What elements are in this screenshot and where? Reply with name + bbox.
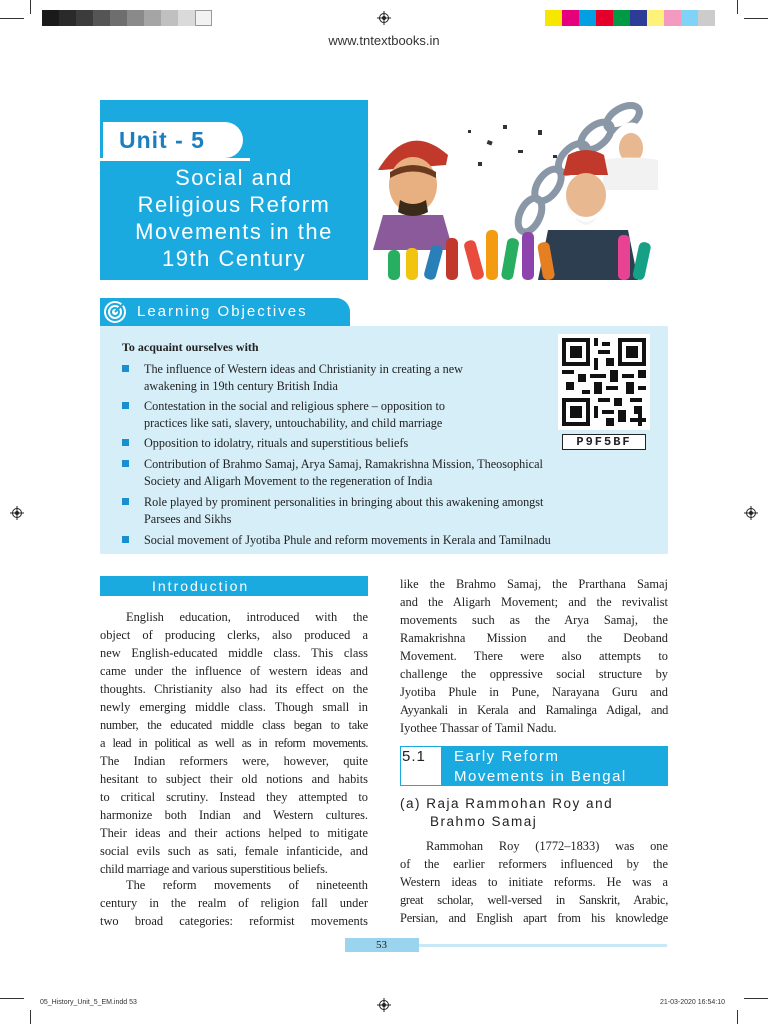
text-line: newly emerging middle class. Though small in [100, 700, 368, 714]
introduction-paragraph-1 [100, 608, 368, 878]
text-line: harmonize both Indian and Western cultures. [100, 808, 368, 822]
objectives-intro: To acquaint ourselves with [122, 340, 259, 354]
unit-underline [100, 158, 250, 161]
section-number: 5.1 [402, 748, 426, 765]
objective-line: Contribution of Brahmo Samaj, Arya Samaj, Ramakrishna Mission, Theosophical [144, 457, 543, 471]
text-line: The Indian reformers were, however, quite [100, 754, 368, 768]
section-title-line: Early Reform [454, 748, 560, 765]
text-line: The reform movements of nineteenth [126, 878, 368, 892]
unit-title-line: Movements in the [135, 219, 333, 244]
text-line: movements such as the Arya Samaj, the [400, 613, 668, 627]
text-line: new English-educated middle class. This class [100, 646, 368, 660]
text-line: a lead in political as well as in reform movements. [100, 736, 368, 750]
objective-line: Opposition to idolatry, rituals and superstitious beliefs [144, 436, 409, 450]
text-line: of the earlier reformers influenced by the [400, 857, 668, 871]
text-line: century in the realm of religion fall under [100, 896, 368, 910]
text-line: challenge the oppressive social structure by [400, 667, 668, 681]
bullet-square-icon [122, 460, 129, 467]
text-line: and the Aligarh Movement; and the revivalist [400, 595, 668, 609]
text-line: Iyothee Thassar of Tamil Nadu. [400, 721, 557, 735]
text-line: to critical scrutiny. Instead they attempted to [100, 790, 368, 804]
text-line: came under the influence of western ideas and [100, 664, 368, 678]
text-line: thoughts. Christianity also had its effect on the [100, 682, 368, 696]
text-line: social evils such as sati, female infanticide, and [100, 844, 368, 858]
bullet-square-icon [122, 498, 129, 505]
objective-line: Social movement of Jyotiba Phule and reform movements in Kerala and Tamilnadu [144, 533, 551, 547]
section-title [454, 747, 627, 787]
registration-mark-icon [744, 506, 758, 520]
text-line: like the Brahmo Samaj, the Prarthana Samaj [400, 577, 668, 591]
text-line: Jyotiba Phule in Pune, Narayana Guru and [400, 685, 668, 699]
reformer-portrait-1 [373, 141, 453, 250]
target-icon [103, 300, 127, 324]
qr-code-label: P9F5BF [562, 434, 646, 450]
section-title-line: Movements in Bengal [454, 768, 627, 785]
rammohan-roy-paragraph [400, 837, 668, 927]
bullet-square-icon [122, 439, 129, 446]
registration-mark-icon [377, 11, 391, 25]
text-line: Rammohan Roy (1772–1833) was one [426, 839, 668, 853]
objective-line: awakening in 19th century British India [144, 379, 338, 393]
subsection-heading-line: Brahmo Samaj [430, 814, 538, 829]
objective-line: practices like sati, slavery, untouchability, and child marriage [144, 416, 443, 430]
unit-title-line: 19th Century [162, 246, 306, 271]
unit-label: Unit - 5 [103, 122, 243, 158]
reformers-illustration [368, 100, 668, 280]
registration-mark-icon [10, 506, 24, 520]
footer-file-name: 05_History_Unit_5_EM.indd 53 [40, 999, 137, 1006]
objective-line: Society and Aligarh Movement to the regeneration of India [144, 474, 433, 488]
text-line: Movement. There were also attempts to [400, 649, 668, 663]
subsection-heading-line: (a) Raja Rammohan Roy and [400, 796, 614, 811]
learning-objectives-title: Learning Objectives [137, 303, 308, 320]
registration-mark-icon [377, 998, 391, 1012]
text-line: object of producing clerks, also produced a [100, 628, 368, 642]
site-url[interactable]: www.tntextbooks.in [328, 33, 440, 48]
bullet-square-icon [122, 536, 129, 543]
bullet-square-icon [122, 402, 129, 409]
text-line: Persian, and English apart from his knowledge [400, 911, 668, 925]
text-line: Western ideas to initiate reforms. He was a [400, 875, 668, 889]
subsection-heading [400, 795, 613, 831]
page-number-rule [419, 944, 667, 947]
text-line: Their ideas and their actions helped to mitigate [100, 826, 368, 840]
text-line: Ramakrishna Mission and the Deoband [400, 631, 668, 645]
introduction-paragraph-2 [100, 876, 368, 930]
footer-timestamp: 21-03-2020 16:54:10 [660, 999, 725, 1006]
objective-line: Role played by prominent personalities in bringing about this awakening amongst [144, 495, 544, 509]
text-line: child marriage and various superstitious beliefs. [100, 862, 328, 876]
text-line: Ayyankali in Kerala and Ramalinga Adigal, and [400, 703, 668, 717]
qr-code[interactable] [558, 334, 650, 430]
objective-line: The influence of Western ideas and Christianity in creating a new [144, 362, 463, 376]
introduction-paragraph-continued [400, 575, 668, 737]
text-line: great scholar, well-versed in Sanskrit, Arabic, [400, 893, 668, 907]
text-line: number, the educated middle class began to take [100, 718, 368, 732]
objective-line: Contestation in the social and religious sphere – opposition to [144, 399, 445, 413]
objective-line: Parsees and Sikhs [144, 512, 232, 526]
text-line: two broad categories: reformist movements [100, 914, 368, 928]
unit-title-line: Religious Reform [137, 192, 331, 217]
page-number: 53 [376, 939, 387, 951]
bullet-square-icon [122, 365, 129, 372]
unit-title [100, 164, 368, 272]
unit-title-line: Social and [175, 165, 293, 190]
introduction-title: Introduction [152, 578, 250, 594]
text-line: hesitant to subject their old notions and habits [100, 772, 368, 786]
text-line: English education, introduced with the [126, 610, 368, 624]
